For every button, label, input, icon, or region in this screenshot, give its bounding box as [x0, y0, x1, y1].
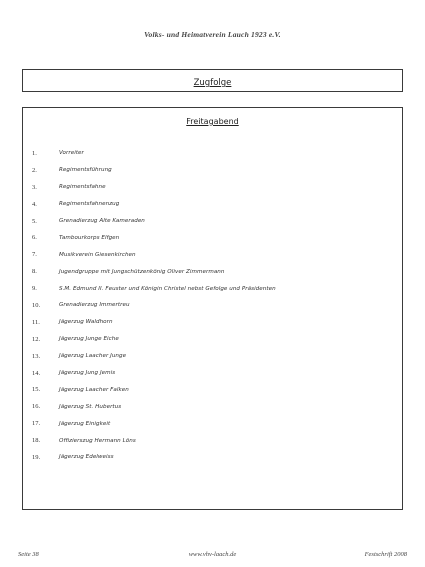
- title-box: [22, 69, 403, 92]
- item-number: 1.: [32, 149, 37, 157]
- list-item: [32, 229, 276, 246]
- list-item: [32, 213, 276, 230]
- item-number: 3.: [32, 183, 37, 191]
- item-number: 8.: [32, 268, 37, 276]
- list-item: [32, 381, 276, 398]
- item-number: 18.: [32, 437, 41, 445]
- procession-list: [32, 145, 276, 466]
- procession-order-box: [22, 107, 403, 510]
- item-label: Regimentsführung: [59, 167, 112, 174]
- item-label: Jägerzug Laacher Falken: [59, 386, 129, 393]
- item-label: Musikverein Giesenkirchen: [59, 251, 136, 258]
- item-label: Jägerzug Edelweiss: [59, 454, 114, 461]
- list-item: [32, 297, 276, 314]
- item-label: S.M. Edmund II. Feuster und Königin Christel nebst Gefolge und Präsidenten: [59, 285, 276, 292]
- item-number: 12.: [32, 335, 41, 343]
- item-label: Jägerzug Laacher Junge: [59, 353, 127, 360]
- item-number: 9.: [32, 285, 37, 293]
- list-item: [32, 263, 276, 280]
- footer-website: www.vhv-laach.de: [188, 551, 237, 558]
- item-label: Grenadierzug Immertreu: [59, 302, 130, 309]
- item-label: Offizierszug Hermann Löns: [59, 437, 136, 444]
- item-label: Jägerzug Jung Jemis: [59, 370, 116, 377]
- item-label: Jägerzug Einigkeit: [59, 420, 111, 427]
- item-label: Jugendgruppe mit Jungschützenkönig Oliver Zimmermann: [59, 268, 225, 275]
- section-heading: Freitagabend: [186, 117, 239, 126]
- item-number: 5.: [32, 217, 37, 225]
- item-number: 19.: [32, 453, 41, 461]
- list-item: [32, 196, 276, 213]
- list-item: [32, 348, 276, 365]
- item-number: 6.: [32, 234, 37, 242]
- item-number: 13.: [32, 352, 41, 360]
- list-item: [32, 162, 276, 179]
- title-label: Zugfolge: [193, 78, 232, 88]
- list-item: [32, 331, 276, 348]
- list-item: [32, 398, 276, 415]
- item-number: 14.: [32, 369, 41, 377]
- item-number: 10.: [32, 301, 41, 309]
- item-number: 7.: [32, 251, 37, 259]
- item-number: 4.: [32, 200, 37, 208]
- item-label: Jägerzug St. Hubertus: [59, 403, 122, 410]
- list-item: [32, 280, 276, 297]
- item-label: Vorreiter: [59, 150, 84, 157]
- item-number: 11.: [32, 318, 40, 326]
- footer-publication: Festschrift 2008: [364, 551, 407, 558]
- item-label: Tambourkorps Elfgen: [59, 234, 120, 241]
- item-label: Regimentsfahnenzug: [59, 201, 120, 208]
- list-item: [32, 432, 276, 449]
- list-item: [32, 365, 276, 382]
- page-header: Volks- und Heimatverein Lauch 1923 e.V.: [144, 30, 281, 39]
- list-item: [32, 145, 276, 162]
- item-number: 2.: [32, 166, 37, 174]
- list-item: [32, 246, 276, 263]
- item-label: Jägerzug Junge Eiche: [59, 336, 119, 343]
- list-item: [32, 179, 276, 196]
- list-item: [32, 449, 276, 466]
- item-number: 16.: [32, 403, 41, 411]
- item-number: 15.: [32, 386, 41, 394]
- item-label: Regimentsfahne: [59, 184, 106, 191]
- item-label: Jägerzug Waldhorn: [59, 319, 113, 326]
- item-label: Grenadierzug Alte Kameraden: [59, 218, 145, 224]
- list-item: [32, 415, 276, 432]
- page-number: Seite 38: [18, 551, 39, 558]
- item-number: 17.: [32, 420, 41, 428]
- list-item: [32, 314, 276, 331]
